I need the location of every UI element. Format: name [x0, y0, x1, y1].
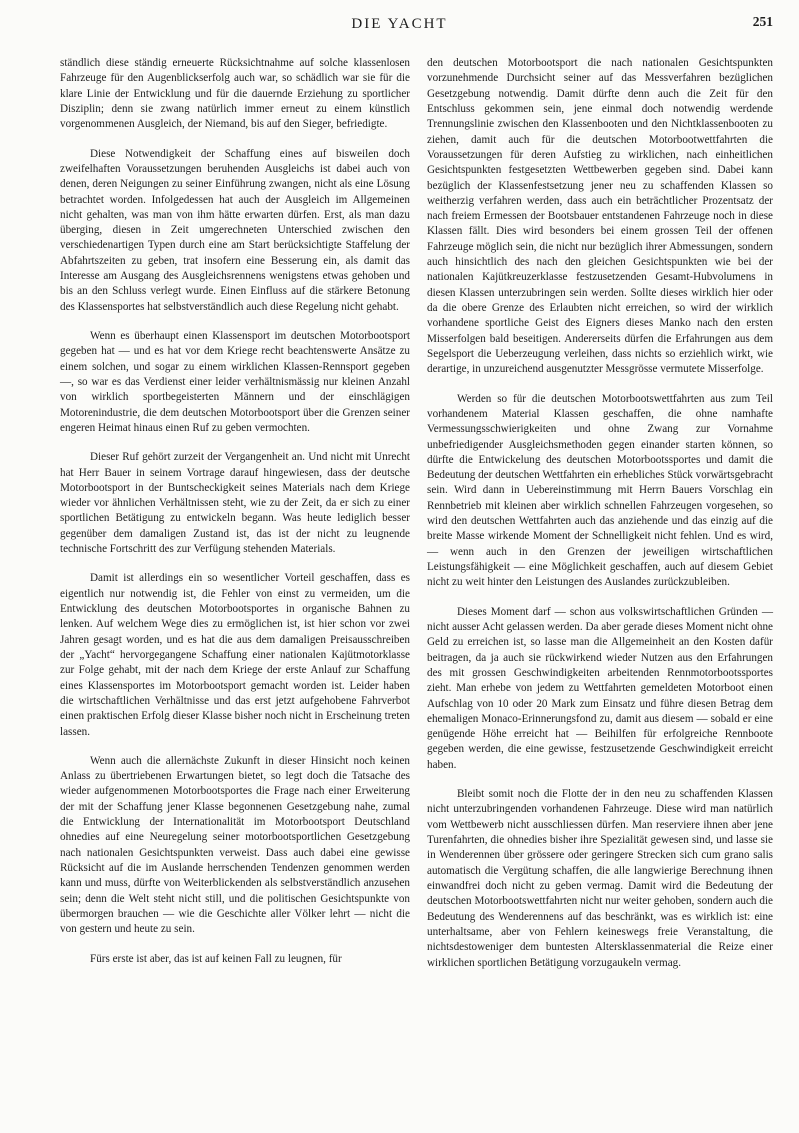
paragraph: Dieses Moment darf — schon aus volkswirtschaftlichen Gründen — nicht ausser Acht gelassen werden. Da aber gerade dieses Moment nicht ohne Geld zu erreichen ist, so lasse man die Allgemeinheit an den Kosten dafür beitragen, da ja auch sie rückwirkend wieder Nutzen aus den Erfahrungen des mit grossen Geschwindigkeiten arbeitenden Rennmotorbootssportes zieht. Man erhebe von jedem zu Wettfahrten gemeldeten Motorboot einen Aufschlag von 10 oder 20 Mark zum Einsatz und führe diesen Betrag dem ehemaligen Monaco-Erinnerungsfond zu, damit aus diesem — sobald er eine genügende Höhe erreicht hat — Beihilfen für erfolgreiche Rennboote gegeben werden, die eine gewisse, festzusetzende Geschwindigkeit erreicht haben.	[427, 605, 773, 771]
page-number: 251	[752, 14, 773, 29]
paragraph: den deutschen Motorbootsport die nach nationalen Gesichtspunkten vorzunehmende Durchsicht seiner auf das Messverfahren bezüglichen Gesetzgebung notwendig. Damit dürfte denn auch die Zeit für den Entschluss gekommen sein, jene einmal doch notwendig werdende Trennungslinie zwischen den Klassenbooten und den Nichtklassenbooten zu ziehen, damit auch für die deutschen Motorbootwettfahrten die Voraussetzungen für deren Aufstieg zu wirklichen, nach einheitlichen Gesichtspunkten festgesetzten Wettbewerben gegeben sind. Dabei kann bezüglich der Klassenfestsetzung jener neu zu schaffenden Klassen so weitherzig verfahren werden, dass auch ein beträchtlicher Prozentsatz der nach freiem Ermessen der Bootsbauer entstandenen Fahrzeuge noch in diese Klassen fällt. Dies wird besonders bei einem grossen Teil der offenen Fahrzeuge möglich sein, die nicht nur bezüglich ihrer Abmessungen, sondern auch hinsichtlich des nach den gleichen Gesichtspunkten wie bei der nationalen Kajütkreuzerklasse festzusetzenden Gesamt-Hubvolumens in diesen Klassen unterzubringen sein werden. Sollte dieses wirklich hier oder da die obere Grenze des Erlaubten nicht erreichen, so wird der wirklich vorhandene sportliche Geist des Eigners dieses Manko nach den ersten Misserfolgen bald beseitigen. Andererseits dürfen die Erfahrungen aus dem Segelsport die Ueberzeugung verleihen, dass nichts so erziehlich wirkt, wie derartige, in unzureichend ausgenutzter Messgrösse vermutete Misserfolge.	[427, 57, 773, 376]
paragraph: Werden so für die deutschen Motorbootswettfahrten aus zum Teil vorhandenem Material Klassen geschaffen, die ohne namhafte Vermessungsschwierigkeiten und ohne Zwang zur Vornahme unbefriedigender Ausgleichsmethoden gegen einander starten können, so dürfte die Entwickelung des deutschen Motorbootssportes und damit die Bedeutung der deutschen Wettfahrten ein erhebliches Stück vorwärtsgebracht sein. Wird dann in Uebereinstimmung mit Herrn Bauers Vorschlag ein Rennbetrieb mit kleinen aber wirklich schnellen Fahrzeugen vorgesehen, so wird den deutschen Wettfahrten auch das anziehende und das einzig auf die breite Masse wirkende Moment der Schnelligkeit nicht fehlen. Und es wird, — wenn auch in den Grenzen der jeweiligen wirtschaftlichen Leistungsfähigkeit — eine Möglichkeit geschaffen, auch auf diesem Gebiet nicht zu weit hinter den Leistungen des Auslandes zurückzubleiben.	[427, 392, 773, 589]
paragraph: Dieser Ruf gehört zurzeit der Vergangenheit an. Und nicht mit Unrecht hat Herr Bauer in seinem Vortrage darauf hingewiesen, dass der deutsche Motorbootsport in der Buntscheckigkeit seines Materials nach dem Kriege wieder vor ähnlichen Verhältnissen steht, wie zu der Zeit, da er sich zu einer sportlichen Betätigung zu entwickeln begann. Was heute lediglich besser gegenüber dem damaligen Zustand ist, das ist der nicht zu leugnende technische Fortschritt des zur Verfügung stehenden Materials.	[60, 451, 410, 556]
right-column	[427, 56, 773, 985]
paragraph: Wenn auch die allernächste Zukunft in dieser Hinsicht noch keinen Anlass zu übertriebenen Erwartungen bietet, so legt doch die Tatsache des wieder aufgenommenen Motorbootsportes die Frage nach einer Erweiterung der mit der Schaffung jener Klasse begonnenen Gesetzgebung nahe, zumal die Entwicklung der Internationalität im Motorbootsport Deutschland ohnedies auf eine Neuregelung seiner motorbootsportlichen Gesetzgebung nach nationalen Gesichtspunkten verweist. Dass auch dabei eine gewisse Rücksicht auf die im Auslande herrschenden Tendenzen genommen werden kann und muss, dürfte von Weiterblickenden als selbstverständlich anzusehen sein; denn die Welt steht nicht still, und die politischen Gesichtspunkte von übermorgen brauchen — wie die Geschichte aller Völker lehrt — nicht die von gestern und heute zu sein.	[60, 754, 410, 936]
paragraph: Damit ist allerdings ein so wesentlicher Vorteil geschaffen, dass es eigentlich nur notwendig ist, die Fehler von einst zu vermeiden, um die Entwicklung des deutschen Motorbootsportes in organische Bahnen zu lenken. Auf welchem Wege dies zu ermöglichen ist, ist hier schon vor zwei Jahren gesagt worden, und es hat die aus dem damaligen Preisausschreiben der „Yacht“ hervorgegangene Schaffung einer nationalen Kajütmotorklasse zur Folge gehabt, mit der nach dem Kriege der erste Anlauf zur Schaffung eines Klassensportes im Motorbootsport gemacht worden ist. Leider haben die wirtschaftlichen Verhältnisse und das erst jetzt aufgehobene Fahrverbot einen praktischen Erfolg dieser Klasse bisher noch nicht in Erscheinung treten lassen.	[60, 572, 410, 738]
left-column	[60, 56, 410, 981]
paragraph: ständlich diese ständig erneuerte Rücksichtnahme auf solche klassenlosen Fahrzeuge für den Augenblickserfolg auch war, so schädlich war sie für die klare Linie der Entwicklung und für die dauernde Erziehung zu sportlicher Disziplin; denn sie zwang natürlich immer erneut zu einem künstlich vorgenommenen Ausgleich, der Niemand, bis auf den Sieger, befriedigte.	[60, 57, 410, 131]
paragraph: Fürs erste ist aber, das ist auf keinen Fall zu leugnen, für	[90, 952, 342, 965]
paragraph: Bleibt somit noch die Flotte der in den neu zu schaffenden Klassen nicht unterzubringenden vorhandenen Fahrzeuge. Diese wird man natürlich vom Wettbewerb nicht ausschliessen dürfen. Man reserviere ihnen aber jene Turenfahrten, die ohnedies bisher ihre Spezialität gewesen sind, und lasse sie in Wenderennen über grössere oder geringere Strecken sich cum grano salis automatisch die Vergütung schaffen, die alle langwierige Berechnung ihnen einwandfrei doch nicht zu geben vermag. Damit wird die Bedeutung der deutschen Motorbootswettfahrten nicht nur weiter gehoben, sondern auch die Bedeutung des Wenderennens auf das beschränkt, was es wirklich ist: eine unterhaltsame, aber von Fehlern keineswegs freie Veranstaltung, die nichtsdestoweniger dem buntesten Altersklassenmaterial die Reize einer wirklichen sportlichen Betätigung vorzugaukeln vermag.	[427, 788, 773, 969]
paragraph: Diese Notwendigkeit der Schaffung eines auf bisweilen doch zweifelhaften Voraussetzungen beruhenden Ausgleichs ist dabei auch von denen, deren Neigungen zu seiner Einführung zwangen, nicht als eine Lösung betrachtet worden. Infolgedessen hat auch der Ausgleich im Allgemeinen nicht gehalten, was man von ihm hätte erwarten dürfen. Erst, als man dazu überging, diesen in Zeit umgerechneten Unterschied zwischen den verschiedenartigen Typen durch eine am Start berücksichtigte Staffelung der Abfahrtszeiten zu geben, trat insofern eine Besserung ein, als damit das Interesse am Ausgang des Ausgleichsrennens wenigstens etwas gehoben und bis an den Schluss verlegt wurde. Einen Einfluss auf die stärkere Betonung des Klassensportes hat selbstverständlich auch diese Regelung nicht gehabt.	[60, 147, 410, 313]
paragraph: Wenn es überhaupt einen Klassensport im deutschen Motorbootsport gegeben hat — und es hat vor dem Kriege recht beachtenswerte Ansätze zu einem solchen, und sogar zu einem wirklichen Klassen-Rennsport gegeben —, so war es das Verdienst einer leider verhältnismässig nur kleinen Anzahl von wirklich sportbegeisterten Männern und der einschlägigen Motorenindustrie, die dem deutschen Motorbootsport über die Grenzen seiner engeren Heimat hinaus einen Ruf zu geben vermochten.	[60, 330, 410, 434]
journal-title: DIE YACHT	[351, 16, 448, 32]
page-header	[0, 14, 799, 38]
